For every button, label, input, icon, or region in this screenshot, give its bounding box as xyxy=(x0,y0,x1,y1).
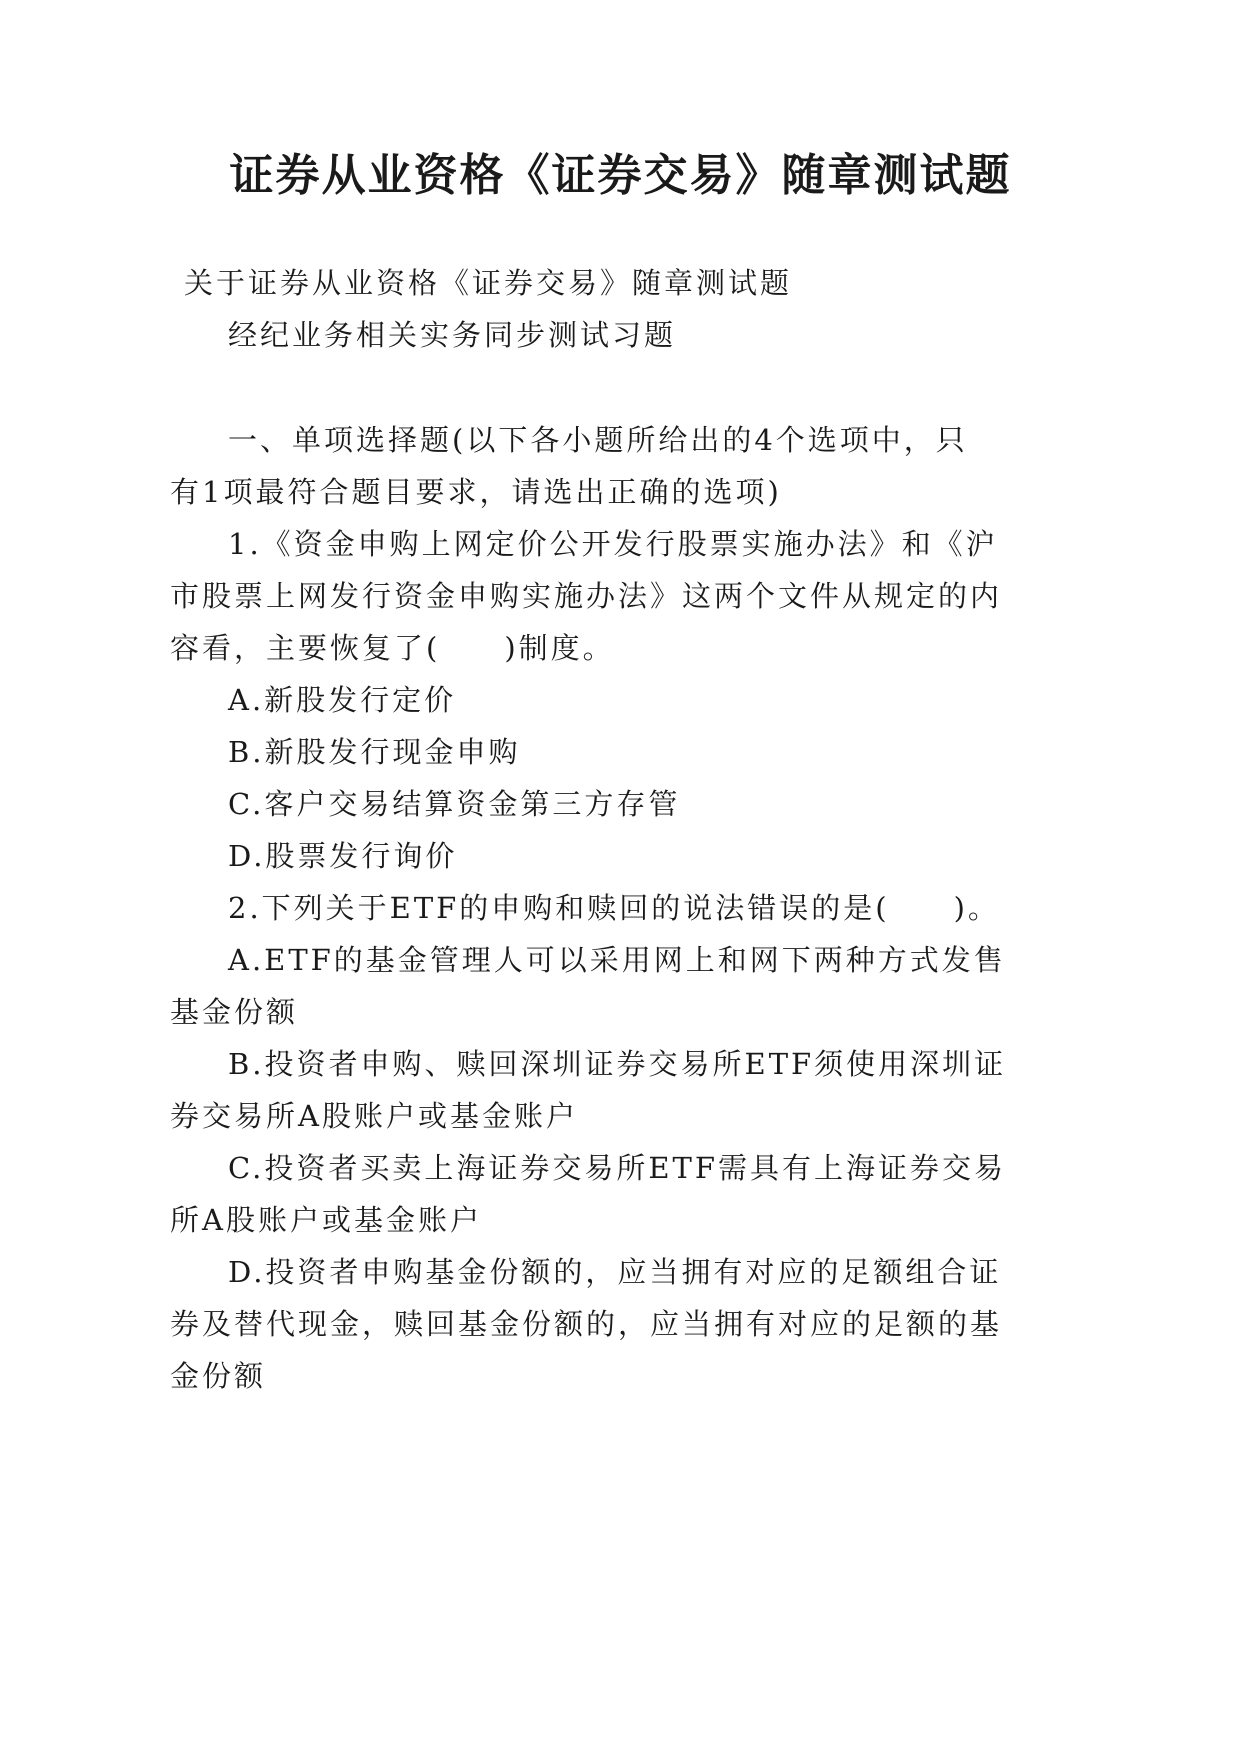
question-1-option-d: D.股票发行询价 xyxy=(228,839,458,873)
question-2-option-c-line-1: C.投资者买卖上海证券交易所ETF需具有上海证券交易 xyxy=(228,1151,1007,1185)
question-1-stem-line-3: 容看，主要恢复了( )制度。 xyxy=(170,631,615,665)
question-1-option-c: C.客户交易结算资金第三方存管 xyxy=(228,787,681,821)
question-1-stem-line-1: 1.《资金申购上网定价公开发行股票实施办法》和《沪 xyxy=(228,527,998,561)
document-title: 证券从业资格《证券交易》随章测试题 xyxy=(229,150,1012,201)
question-2-option-b-line-1: B.投资者申购、赎回深圳证券交易所ETF须使用深圳证 xyxy=(228,1047,1007,1081)
instructions-line-1: 一、单项选择题(以下各小题所给出的4个选项中，只 xyxy=(228,423,968,457)
question-2-option-b-line-2: 券交易所A股账户或基金账户 xyxy=(170,1099,578,1133)
question-2-stem: 2.下列关于ETF的申购和赎回的说法错误的是( )。 xyxy=(228,891,1000,925)
question-2-option-d-line-3: 金份额 xyxy=(170,1359,267,1393)
question-2-option-d-line-1: D.投资者申购基金份额的，应当拥有对应的足额组合证 xyxy=(228,1255,1002,1289)
question-2-option-d-line-2: 券及替代现金，赎回基金份额的，应当拥有对应的足额的基 xyxy=(170,1307,1003,1341)
question-1-option-b: B.新股发行现金申购 xyxy=(228,735,521,769)
instructions-line-2: 有1项最符合题目要求，请选出正确的选项) xyxy=(170,475,782,509)
subtitle: 关于证券从业资格《证券交易》随章测试题 xyxy=(184,266,793,300)
question-1-stem-line-2: 市股票上网发行资金申购实施办法》这两个文件从规定的内 xyxy=(170,579,1003,613)
section-heading: 经纪业务相关实务同步测试习题 xyxy=(228,318,677,352)
question-2-option-c-line-2: 所A股账户或基金账户 xyxy=(170,1203,482,1237)
question-1-option-a: A.新股发行定价 xyxy=(228,683,457,717)
question-2-option-a-line-2: 基金份额 xyxy=(170,995,299,1029)
question-2-option-a-line-1: A.ETF的基金管理人可以采用网上和网下两种方式发售 xyxy=(228,943,1006,977)
